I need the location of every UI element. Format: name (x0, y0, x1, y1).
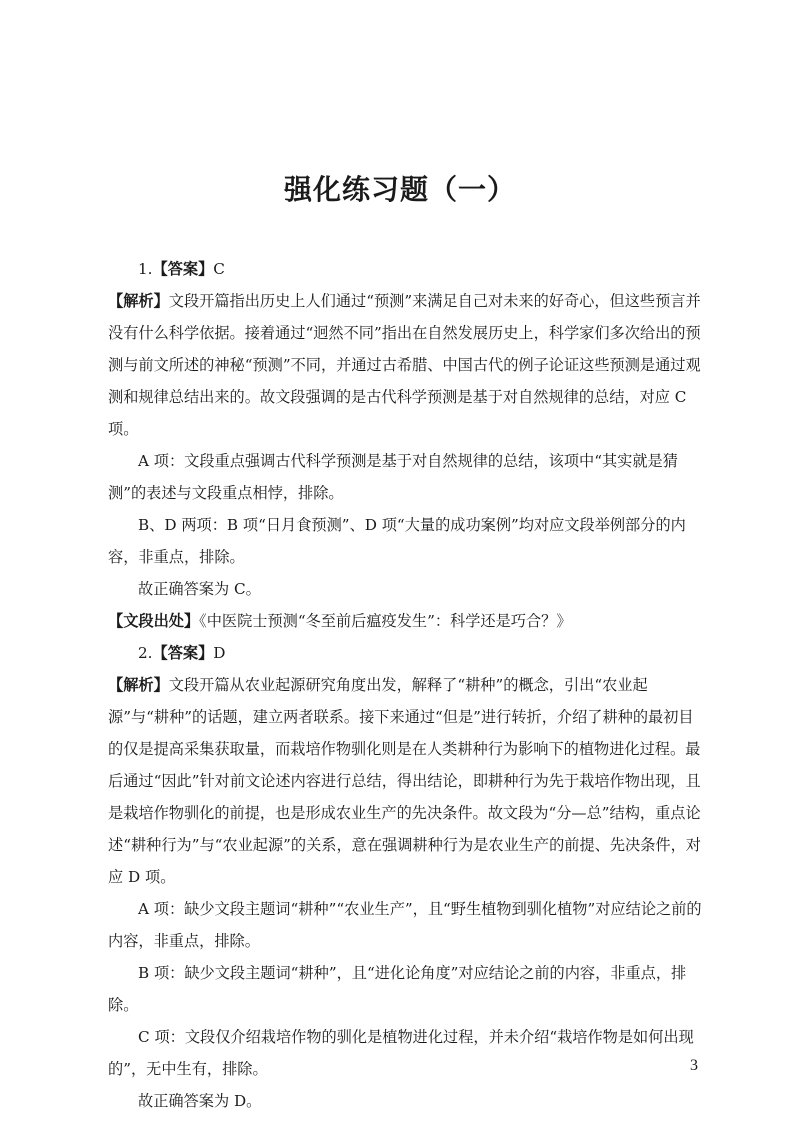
q1-analysis (108, 285, 708, 445)
q2-answer-value: D (213, 644, 226, 662)
q1-conclusion: 故正确答案为 C。 (138, 580, 261, 598)
q2-number: 2. (138, 644, 153, 662)
q2-conclusion: 故正确答案为 D。 (138, 1092, 262, 1110)
q2-option-c: C 项：文段仅介绍栽培作物的驯化是植物进化过程，并未介绍“栽培作物是如何出现的”，无中生有，排除。 (108, 1028, 694, 1078)
q1-answer-tag: 【答案】 (152, 260, 214, 278)
q1-analysis-tag: 【解析】 (108, 292, 169, 310)
q2-analysis (108, 669, 708, 893)
q2-answer-tag: 【答案】 (152, 644, 214, 662)
q1-source-tag: 【文段出处】 (108, 612, 200, 630)
q1-answer-line (108, 253, 708, 285)
page-number: 3 (690, 1057, 698, 1074)
document-body (108, 253, 708, 1117)
q1-source (108, 605, 708, 637)
q2-answer-line (108, 637, 708, 669)
q1-source-text: 《中医院士预测“冬至前后瘟疫发生”：科学还是巧合？》 (199, 612, 572, 630)
q1-number: 1. (138, 260, 153, 278)
q2-option-b: B 项：缺少文段主题词“耕种”，且“进化论角度”对应结论之前的内容，非重点，排除。 (108, 964, 687, 1014)
q2-analysis-text: 文段开篇从农业起源研究角度出发，解释了“耕种”的概念，引出“农业起源”与“耕种”的话题，建立两者联系。接下来通过“但是”进行转折，介绍了耕种的最初目的仅是提高采集获取量，而栽培作物驯化则是在人类耕种行为影响下的植物进化过程。最后通过“因此”针对前文论述内容进行总结，得出结论，即耕种行为先于栽培作物出现，且是栽培作物驯化的前提，也是形成农业生产的先决条件。故文段为“分—总”结构，重点论述“耕种行为”与“农业起源”的关系，意在强调耕种行为是农业生产的前提、先决条件，对应 D 项。 (108, 676, 701, 886)
page-title: 强化练习题（一） (283, 173, 516, 206)
q2-analysis-tag: 【解析】 (108, 676, 169, 694)
q1-analysis-text: 文段开篇指出历史上人们通过“预测”来满足自己对未来的好奇心，但这些预言并没有什么科学依据。接着通过“迥然不同”指出在自然发展历史上，科学家们多次给出的预测与前文所述的神秘“预测”不同，并通过古希腊、中国古代的例子论证这些预测是通过观测和规律总结出来的。故文段强调的是古代科学预测是基于对自然规律的总结，对应 C 项。 (108, 292, 701, 438)
q2-option-a: A 项：缺少文段主题词“耕种”“农业生产”，且“野生植物到驯化植物”对应结论之前的内容，非重点，排除。 (108, 900, 702, 950)
q1-option-a: A 项：文段重点强调古代科学预测是基于对自然规律的总结，该项中“其实就是猜测”的表述与文段重点相悖，排除。 (108, 452, 678, 502)
q1-option-bd: B、D 两项：B 项“日月食预测”、D 项“大量的成功案例”均对应文段举例部分的内容，非重点，排除。 (108, 516, 686, 566)
q1-answer-value: C (213, 260, 225, 278)
